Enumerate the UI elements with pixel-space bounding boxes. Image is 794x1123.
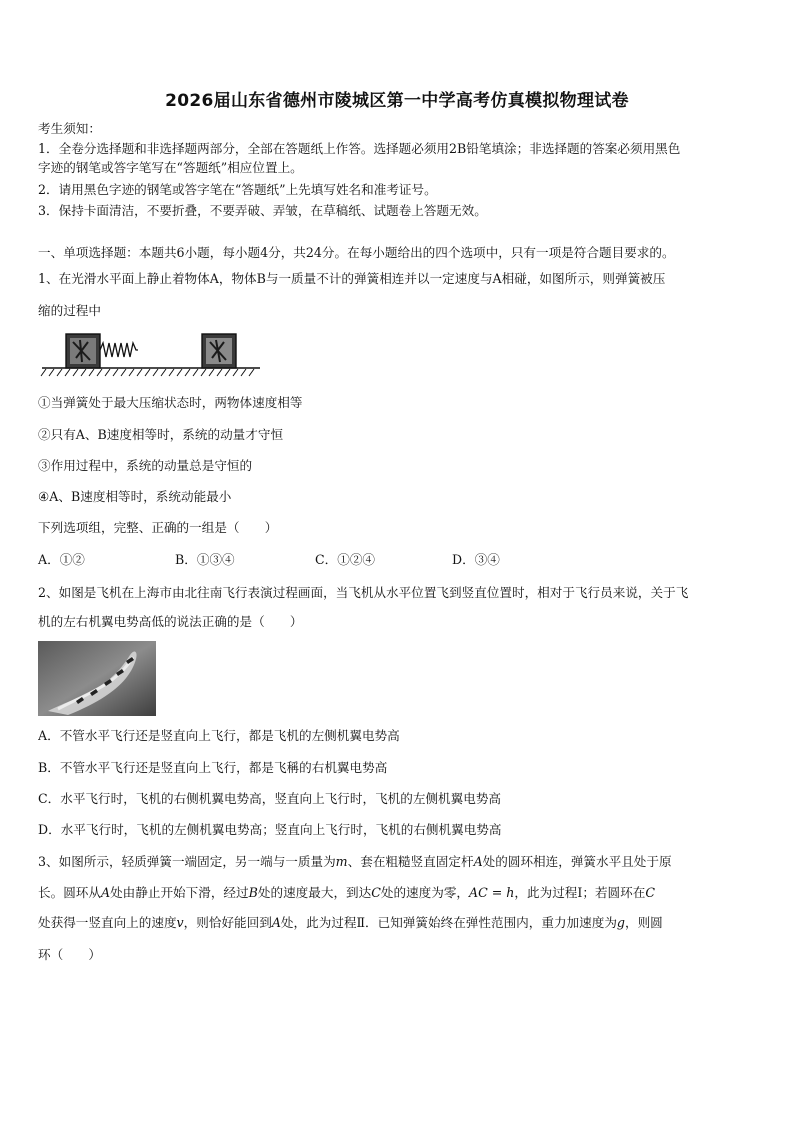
q2-option-d[interactable]: D．水平飞行时，飞机的左侧机翼电势高；竖直向上飞行时，飞机的右侧机翼电势高: [38, 822, 502, 837]
q1-option-a[interactable]: A．①②: [38, 552, 85, 567]
q3-stem-line2: 长。圆环从A处由静止开始下滑，经过B处的速度最大，到达C处的速度为零，AC = h，此为过程Ⅰ；若圆环在C: [38, 885, 655, 900]
q2-option-b[interactable]: B．不管水平飞行还是竖直向上飞行，都是飞稱的右机翼电势高: [38, 760, 388, 775]
var-m: m: [335, 854, 348, 869]
q2-option-c[interactable]: C．水平飞行时，飞机的右侧机翼电势高，竖直向上飞行时，飞机的左侧机翼电势高: [38, 791, 502, 806]
var-c: C: [371, 885, 381, 900]
var-v: v: [176, 915, 184, 930]
q1-stem-line1: 1、在光滑水平面上静止着物体A，物体B与一质量不计的弹簧相连并以一定速度与A相碰，如图所示，则弹簧被压: [38, 271, 666, 286]
q3-stem-line4: 环（ ）: [38, 947, 101, 962]
q1-option-b[interactable]: B．①③④: [175, 552, 235, 567]
q1-statement-2: ②只有A、B速度相等时，系统的动量才守恒: [38, 427, 284, 442]
notice-item-1-cont: 字迹的钢笔或答字笔写在“答题纸”相应位置上。: [38, 160, 303, 175]
equation-ac-h: AC = h: [469, 885, 515, 900]
q2-stem-line1: 2、如图是飞机在上海市由北往南飞行表演过程画面，当飞机从水平位置飞到竖直位置时，相对于飞行员来说，关于飞: [38, 585, 689, 600]
var-g: g: [616, 915, 625, 930]
exam-title: 2026届山东省德州市陵城区第一中学高考仿真模拟物理试卷: [165, 91, 629, 111]
q1-option-d[interactable]: D．③④: [452, 552, 500, 567]
q1-statement-1: ①当弹簧处于最大压缩状态时，两物体速度相等: [38, 395, 303, 410]
var-b: B: [248, 885, 258, 900]
q1-option-c[interactable]: C．①②④: [315, 552, 376, 567]
spring-blocks-figure: [40, 330, 262, 380]
block-b: [66, 334, 100, 368]
notice-item-2: 2．请用黑色字迹的钢笔或答字笔在“答题纸”上先填写姓名和准考证号。: [38, 182, 437, 197]
q2-option-a[interactable]: A．不管水平飞行还是竖直向上飞行，都是飞机的左侧机翼电势高: [38, 728, 400, 743]
q1-statement-3: ③作用过程中，系统的动量总是守恒的: [38, 458, 253, 473]
airshow-photo: [38, 641, 156, 716]
q2-stem-line2: 机的左右机翼电势高低的说法正确的是（ ）: [38, 614, 303, 629]
notice-item-3: 3．保持卡面清洁，不要折叠，不要弄破、弄皱，在草稿纸、试题卷上答题无效。: [38, 203, 487, 218]
q3-stem-line3: 处获得一竖直向上的速度v，则恰好能回到A处，此为过程Ⅱ．已知弹簧始终在弹性范围内，重力加速度为g，则圆: [38, 915, 663, 930]
block-a: [202, 334, 236, 368]
q1-statement-4: ④A、B速度相等时，系统动能最小: [38, 489, 232, 504]
section-heading: 一、单项选择题：本题共6小题，每小题4分，共24分。在每小题给出的四个选项中，只有一项是符合题目要求的。: [38, 245, 675, 260]
spring: [100, 343, 138, 357]
q3-stem-line1: 3、如图所示，轻质弹簧一端固定，另一端与一质量为m、套在粗糙竖直固定杆A处的圆环相连，弹簧水平且处于原: [38, 854, 672, 869]
var-a: A: [473, 854, 483, 869]
q1-prompt: 下列选项组，完整、正确的一组是（ ）: [38, 520, 278, 535]
notice-item-1: 1．全卷分选择题和非选择题两部分，全部在答题纸上作答。选择题必须用2B铅笔填涂；非选择题的答案必须用黑色: [38, 141, 681, 156]
notice-heading: 考生须知：: [38, 121, 101, 136]
q1-stem-line2: 缩的过程中: [38, 303, 101, 318]
